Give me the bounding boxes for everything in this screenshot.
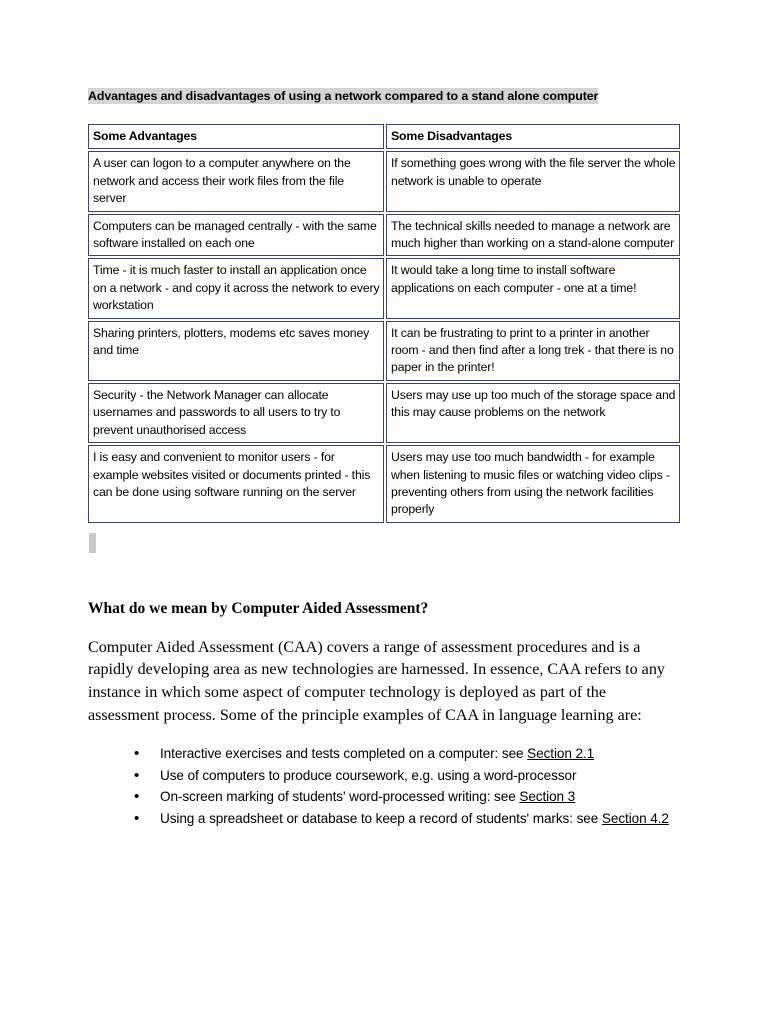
section-heading: What do we mean by Computer Aided Assessment? [88,599,429,617]
spacer [88,553,684,599]
table-row [88,321,680,381]
bullet-dot-icon: • [134,809,140,827]
list-item [134,765,700,787]
comparison-table [86,122,682,525]
table-row [88,445,680,523]
advantage-cell: A user can logon to a computer anywhere on the network and access their work files from the file server [88,151,384,211]
section-paragraph: Computer Aided Assessment (CAA) covers a range of assessment procedures and is a rapidly developing area as new technologies are harnessed. In essence, CAA refers to any instance in which some aspect of computer technology is deployed as part of the assessment process. Some of the principle examples of CAA in language learning are: [88,638,665,724]
list-item [134,786,700,808]
empty-highlighted-paragraph-marker [89,533,96,553]
document-title-highlight: Advantages and disadvantages of using a network compared to a stand alone computer [88,89,599,103]
spacer [88,619,684,637]
bullet-dot-icon: • [134,745,140,763]
advantage-cell: I is easy and convenient to monitor users - for example websites visited or documents printed - this can be done using software running on the server [88,445,384,523]
spacer [88,727,684,743]
list-item-text: On-screen marking of students' word-processed writing: see [160,789,520,805]
table-row [88,151,680,211]
disadvantage-cell: The technical skills needed to manage a network are much higher than working on a stand-alone computer [386,214,680,257]
list-item [134,808,700,830]
section-link[interactable]: Section 3 [519,789,576,805]
document-title [88,88,652,105]
bullet-list [88,743,684,829]
comparison-table-wrapper [88,122,684,525]
disadvantage-cell: Users may use too much bandwidth - for example when listening to music files or watching video clips - preventing others from using the network facilities properly [386,445,680,523]
bullet-dot-icon: • [134,788,140,806]
advantage-cell: Sharing printers, plotters, modems etc saves money and time [88,321,384,381]
disadvantage-cell: Users may use up too much of the storage space and this may cause problems on the network [386,383,680,443]
table-row [88,214,680,257]
bullet-dot-icon: • [134,766,140,784]
list-item-text: Using a spreadsheet or database to keep a record of students' marks: see [160,810,602,826]
column-header-disadvantages: Some Disadvantages [386,124,680,149]
table-header-row [88,124,680,149]
disadvantage-cell: It can be frustrating to print to a printer in another room - and then find after a long trek - that there is no paper in the printer! [386,321,680,381]
advantage-cell: Computers can be managed centrally - with the same software installed on each one [88,214,384,257]
list-item-text: Interactive exercises and tests completed on a computer: see [160,746,528,762]
table-row [88,258,680,318]
advantage-cell: Time - it is much faster to install an application once on a network - and copy it across the network to every workstation [88,258,384,318]
column-header-advantages: Some Advantages [88,124,384,149]
section-link[interactable]: Section 4.2 [601,810,669,826]
list-item-text: Use of computers to produce coursework, e.g. using a word-processor [160,767,577,783]
disadvantage-cell: If something goes wrong with the file server the whole network is unable to operate [386,151,680,211]
list-item [134,743,700,765]
disadvantage-cell: It would take a long time to install software applications on each computer - one at a time! [386,258,680,318]
advantage-cell: Security - the Network Manager can allocate usernames and passwords to all users to try to prevent unauthorised access [88,383,384,443]
table-row [88,383,680,443]
document-content [88,88,684,829]
section-link[interactable]: Section 2.1 [527,746,595,762]
